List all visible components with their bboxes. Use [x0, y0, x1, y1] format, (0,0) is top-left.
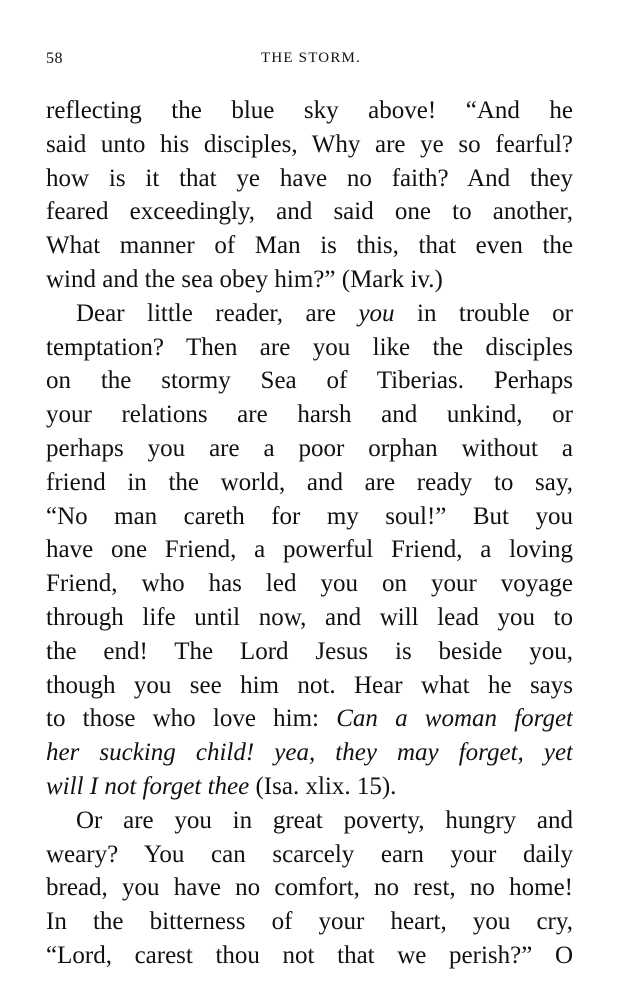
text-line: will I not forget thee (Isa. xlix. 15). [46, 772, 397, 800]
text-line: through life until now, and will lead you to [46, 603, 573, 631]
text-line [46, 736, 573, 770]
text-line: on the stormy Sea of Tiberias. Perhaps [46, 367, 573, 395]
text-line: have one Friend, a powerful Friend, a loving [46, 536, 573, 564]
text-line: bread, you have no comfort, no rest, no home! [46, 874, 573, 902]
scripture-quote: will I not forget thee [46, 772, 250, 800]
text-line: reflecting the blue sky above! “And he [46, 97, 573, 124]
text-line: perhaps you are a poor orphan without a [46, 434, 573, 462]
text-line: the end! The Lord Jesus is beside you, [46, 637, 573, 665]
text-line: “No man careth for my soul!” But you [46, 502, 573, 530]
running-title: THE STORM. [260, 50, 362, 66]
text-line: though you see him not. Hear what he says [46, 671, 573, 699]
text-line: to those who love him: Can a woman forget [46, 705, 573, 733]
text-line: your relations are harsh and unkind, or [46, 401, 573, 429]
running-header [46, 50, 576, 74]
text-line: feared exceedingly, and said one to another, [46, 198, 573, 226]
paragraph-start: Dear little reader, are you in trouble or [76, 299, 573, 327]
emphasis: you [358, 299, 395, 327]
text-line: Friend, who has led you on your voyage [46, 570, 573, 598]
text-line: What manner of Man is this, that even the [46, 232, 573, 260]
page-number: 58 [46, 50, 63, 67]
text-line: temptation? Then are you like the disciples [46, 333, 573, 361]
text-line: wind and the sea obey him?” (Mark iv.) [46, 265, 443, 293]
text-line: how is it that ye have no faith? And they [46, 164, 573, 192]
text-line: In the bitterness of your heart, you cry, [46, 908, 573, 936]
text-line: said unto his disciples, Why are ye so fearful? [46, 130, 573, 158]
scripture-quote: Can a woman forget [336, 705, 573, 733]
scripture-quote: her sucking child! yea, they may forget, yet [46, 739, 573, 767]
text-line: weary? You can scarcely earn your daily [46, 840, 573, 868]
text-line: friend in the world, and are ready to say, [46, 468, 573, 496]
text-line: “Lord, carest thou not that we perish?” O [46, 941, 573, 969]
body-text [46, 94, 573, 973]
paragraph-start: Or are you in great poverty, hungry and [76, 806, 573, 834]
